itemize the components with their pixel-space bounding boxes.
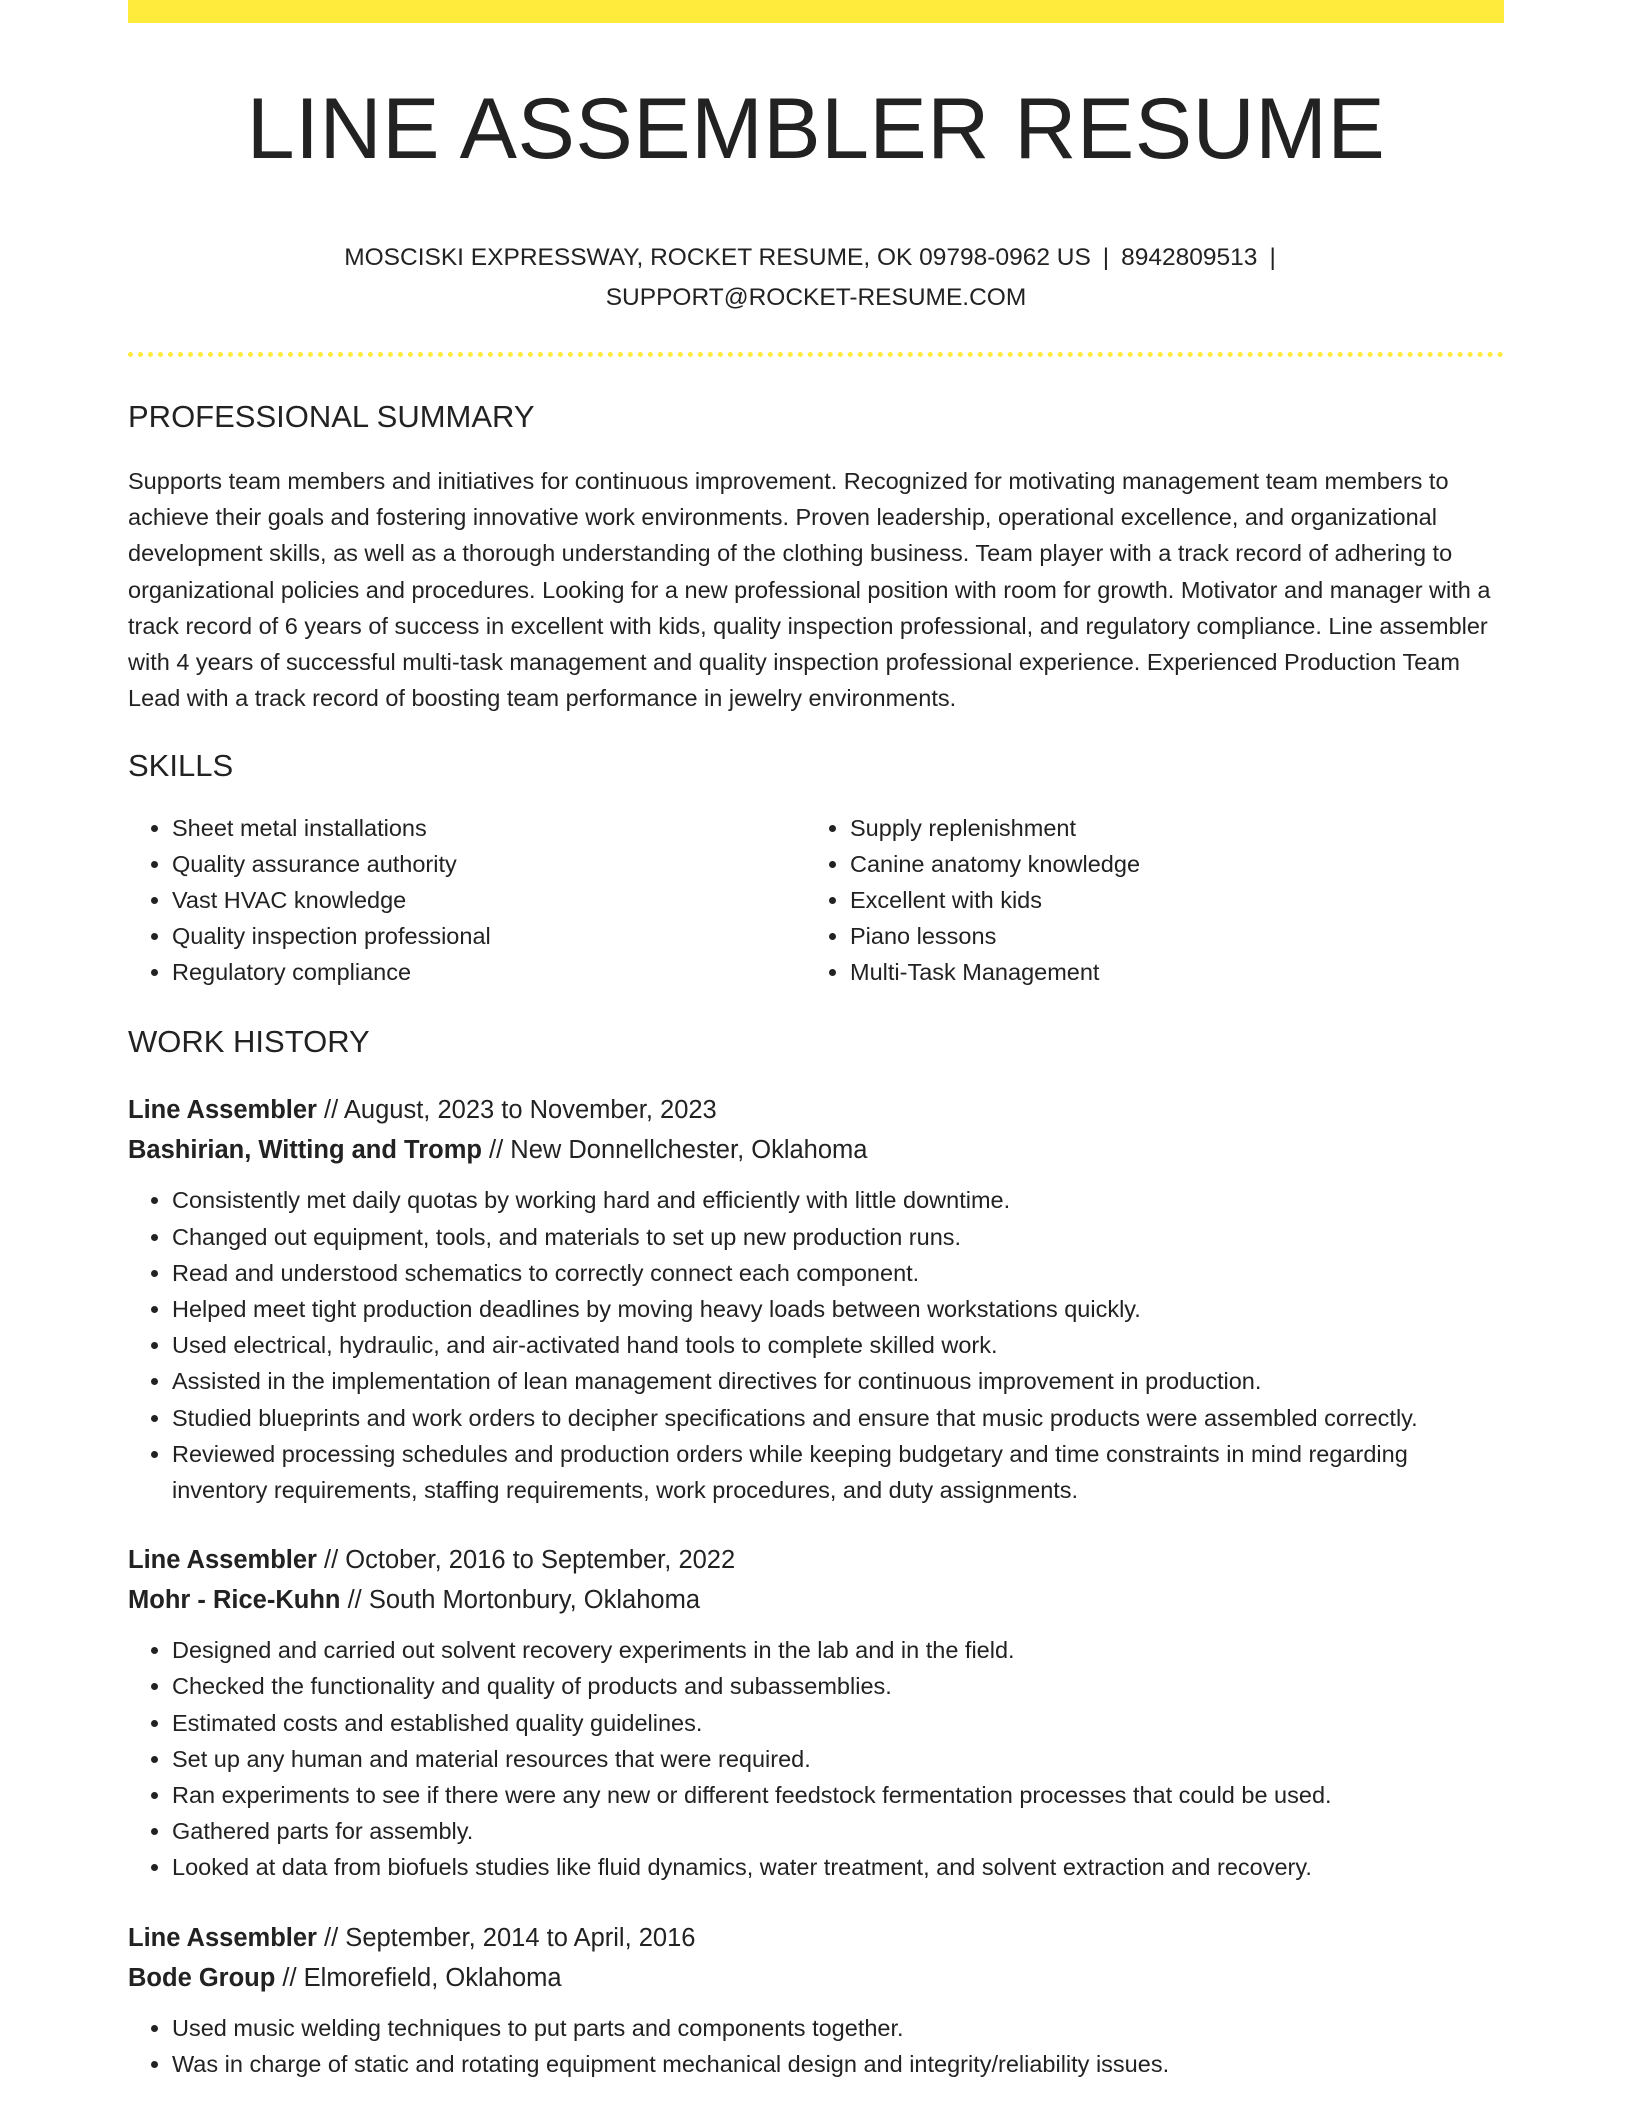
job-entry (128, 1918, 1504, 2082)
job-dates: // August, 2023 to November, 2023 (316, 1096, 717, 1125)
duty-item: • Changed out equipment, tools, and materials to set up new production runs. (172, 1219, 1504, 1255)
job-entry (128, 1540, 1504, 1885)
job-duties (128, 1182, 1504, 1508)
job-role-line (128, 1540, 1504, 1580)
contact-separator: | (1269, 244, 1276, 271)
job-location: // New Donnellchester, Oklahoma (481, 1136, 868, 1165)
job-role-line (128, 1918, 1504, 1958)
job-company-line (128, 1130, 1504, 1170)
skill-item: • Canine anatomy knowledge (850, 846, 1484, 882)
resume-page (128, 0, 1504, 2082)
duty-item: • Used electrical, hydraulic, and air-activated hand tools to complete skilled work. (172, 1327, 1504, 1363)
job-entry (128, 1090, 1504, 1508)
skill-item: • Excellent with kids (850, 882, 1484, 918)
skills-list (128, 810, 1504, 990)
duty-item: • Consistently met daily quotas by working hard and efficiently with little downtime. (172, 1182, 1504, 1218)
skills-column-left (128, 810, 806, 990)
job-company: Bashirian, Witting and Tromp (128, 1136, 482, 1165)
job-company: Bode Group (128, 1963, 276, 1992)
job-company: Mohr - Rice-Kuhn (128, 1586, 341, 1615)
job-role: Line Assembler (128, 1546, 317, 1575)
duty-item: • Designed and carried out solvent recovery experiments in the lab and in the field. (172, 1632, 1504, 1668)
contact-email: SUPPORT@ROCKET-RESUME.COM (605, 284, 1027, 311)
duty-item: • Used music welding techniques to put parts and components together. (172, 2010, 1504, 2046)
top-accent-bar (128, 0, 1504, 23)
skill-item: • Sheet metal installations (172, 810, 806, 846)
duty-item: • Was in charge of static and rotating equipment mechanical design and integrity/reliability issues. (172, 2046, 1504, 2082)
duty-item: • Reviewed processing schedules and production orders while keeping budgetary and time constraints in mind regarding inventory requirements, staffing requirements, work procedures, and duty assignments. (172, 1436, 1504, 1508)
duty-item: • Helped meet tight production deadlines by moving heavy loads between workstations quickly. (172, 1291, 1504, 1327)
job-company-line (128, 1580, 1504, 1620)
contact-separator: | (1102, 244, 1110, 271)
skill-item: • Piano lessons (850, 918, 1484, 954)
skills-heading: SKILLS (128, 748, 234, 784)
skill-item: • Supply replenishment (850, 810, 1484, 846)
duty-item: • Gathered parts for assembly. (172, 1813, 1504, 1849)
contact-info (306, 238, 1326, 318)
contact-phone: 8942809513 (1121, 244, 1258, 271)
job-role: Line Assembler (128, 1923, 317, 1952)
job-location: // South Mortonbury, Oklahoma (340, 1586, 701, 1615)
job-role-line (128, 1090, 1504, 1130)
duty-item: • Studied blueprints and work orders to decipher specifications and ensure that music products were assembled correctly. (172, 1400, 1504, 1436)
duty-item: • Ran experiments to see if there were any new or different feedstock fermentation processes that could be used. (172, 1777, 1504, 1813)
duty-item: • Looked at data from biofuels studies like fluid dynamics, water treatment, and solvent extraction and recovery. (172, 1849, 1504, 1885)
skills-column-right (806, 810, 1484, 990)
job-duties (128, 1632, 1504, 1885)
skill-item: • Quality assurance authority (172, 846, 806, 882)
dotted-divider (128, 352, 1504, 357)
summary-heading: PROFESSIONAL SUMMARY (128, 399, 535, 434)
duty-item: • Read and understood schematics to correctly connect each component. (172, 1255, 1504, 1291)
skill-item: • Quality inspection professional (172, 918, 806, 954)
duty-item: • Checked the functionality and quality of products and subassemblies. (172, 1668, 1504, 1704)
job-company-line (128, 1958, 1504, 1998)
job-dates: // October, 2016 to September, 2022 (316, 1546, 736, 1575)
skill-item: • Vast HVAC knowledge (172, 882, 806, 918)
job-duties (128, 2010, 1504, 2082)
duty-item: • Assisted in the implementation of lean management directives for continuous improvement in production. (172, 1363, 1504, 1399)
skill-item: • Multi-Task Management (850, 954, 1484, 990)
duty-item: • Estimated costs and established quality guidelines. (172, 1705, 1504, 1741)
contact-address: MOSCISKI EXPRESSWAY, ROCKET RESUME, OK 09798-0962 US (344, 244, 1091, 271)
resume-title: LINE ASSEMBLER RESUME (246, 81, 1386, 177)
duty-item: • Set up any human and material resources that were required. (172, 1741, 1504, 1777)
summary-text: Supports team members and initiatives for continuous improvement. Recognized for motivating management team members to achieve their goals and fostering innovative work environments. Proven leadership, operational excellence, and organizational development skills, as well as a thorough understanding of the clothing business. Team player with a track record of adhering to organizational policies and procedures. Looking for a new professional position with room for growth. Motivator and manager with a track record of 6 years of success in excellent with kids, quality inspection professional, and regulatory compliance. Line assembler with 4 years of successful multi-task management and quality inspection professional experience. Experienced Production Team Lead with a track record of boosting team performance in jewelry environments. (128, 468, 1491, 712)
job-dates: // September, 2014 to April, 2016 (316, 1923, 696, 1952)
job-location: // Elmorefield, Oklahoma (275, 1963, 562, 1992)
work-history-heading: WORK HISTORY (128, 1024, 370, 1060)
job-role: Line Assembler (128, 1096, 317, 1125)
skill-item: • Regulatory compliance (172, 954, 806, 990)
